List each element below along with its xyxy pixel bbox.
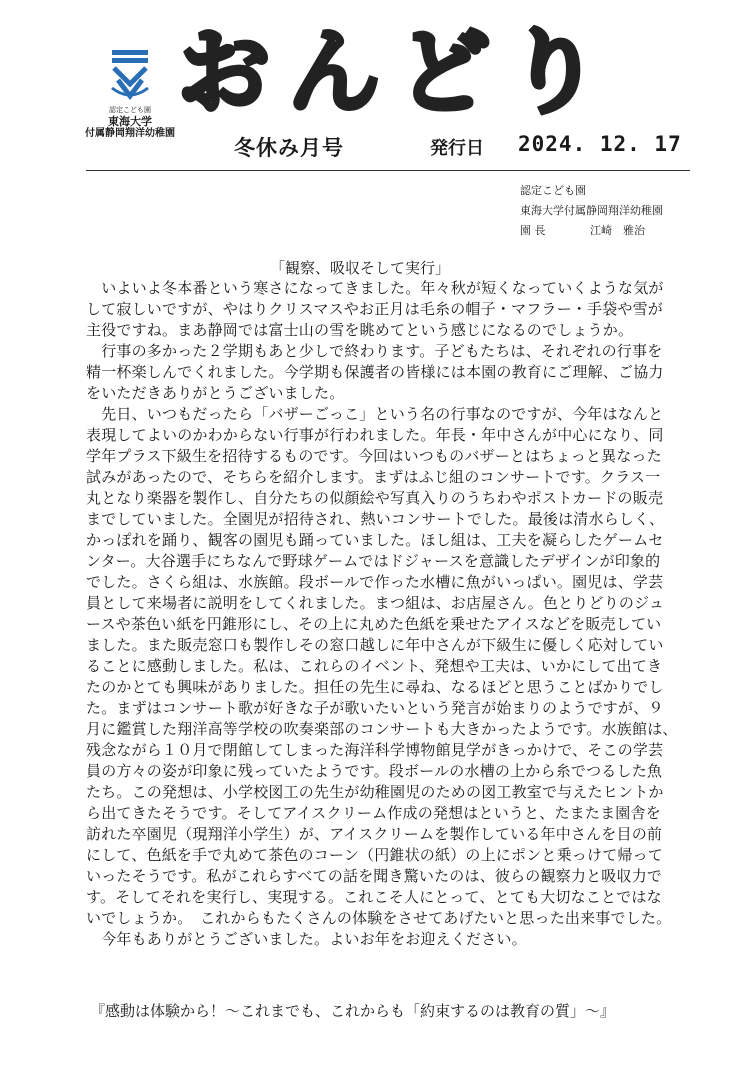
article-line: 学年プラス下級生を招待するものです。今回はいつものバザーとはちょっと異なった: [86, 447, 662, 465]
article-line: ることに感動しました。私は、これらのイベント、発想や工夫は、いかにして出てき: [86, 657, 663, 675]
issue-date: 2024. 12. 17: [518, 132, 682, 156]
article-line: ンター。大谷選手にちなんで野球ゲームではドジャースを意識したデザインが印象的: [86, 552, 661, 570]
article-line: かっぽれを踊り、観客の園児も踊っていました。ほし組は、工夫を凝らしたゲームセ: [86, 531, 664, 549]
article-line: 月に鑑賞した翔洋高等学校の吹奏楽部のコンサートも大きかったようです。水族館は、: [86, 720, 678, 738]
article-line: たのかとても興味がありました。担任の先生に尋ね、なるほどと思うことばかりでし: [86, 678, 664, 696]
article-body: [86, 278, 704, 950]
masthead-title: おんどり: [178, 19, 619, 126]
article-line: いでしょうか。 これからもたくさんの体験をさせてあげたいと思った出来事でした。: [86, 909, 672, 927]
article-line: 員として来場者に説明をしてくれました。まつ組は、お店屋さん。色とりどりのジュ: [86, 594, 665, 612]
article-line: 訪れた卒園児（現翔洋小学生）が、アイスクリームを製作している年中さんを目の前: [86, 825, 663, 843]
article-line: 今年もありがとうございました。よいお年をお迎えください。: [86, 930, 527, 948]
article-line: にして、色紙を手で丸めて茶色のコーン（円錐状の紙）の上にポンと乗っけて帰って: [86, 846, 664, 864]
article-line: 試みがあったので、そちらを紹介します。まずはふじ組のコンサートです。クラス一: [86, 468, 661, 486]
article-line: までしていました。全園児が招待され、熱いコンサートでした。最後は清水らしく、: [86, 510, 665, 528]
school-motto: 『感動は体験から！～これまでも、これからも「約束するのは教育の質」～』: [90, 1002, 616, 1020]
article-line: ら出てきたそうです。そしてアイスクリーム作成の発想はというと、たまたま園舎を: [86, 804, 661, 822]
article-line: 残念ながら１０月で閉館してしまった海洋科学博物館見学がきっかけで、そこの学芸: [86, 741, 664, 759]
school-logo-block: [80, 48, 180, 140]
issue-date-label: 発行日: [430, 138, 484, 159]
article-line: ースや茶色い紙を円錐形にし、その上に丸めた色紙を乗せたアイスなどを販売してい: [86, 615, 662, 633]
header-divider: [86, 170, 690, 171]
logo-small-text: 認定こども園: [109, 106, 151, 114]
article-line: た。まずはコンサート歌が好きな子が歌いたいという発言が始まりのようですが、９: [86, 699, 664, 717]
article-line: 主役ですね。まあ静岡では富士山の雪を眺めてという感じになるのでしょうか。: [86, 321, 634, 339]
article-line: いったそうです。私がこれらすべての話を聞き驚いたのは、彼らの観察力と吸収力で: [86, 867, 663, 885]
publisher-line-2: 東海大学付属静岡翔洋幼稚園: [520, 204, 663, 217]
logo-school-name: 付属静岡翔洋幼稚園: [85, 128, 175, 139]
article-title: 「観察、吸収そして実行」: [270, 259, 451, 277]
article-line: をいただきありがとうございました。: [86, 384, 345, 402]
principal-name: 江崎 雅治: [590, 224, 645, 237]
article-line: して寂しいですが、やはりクリスマスやお正月は毛糸の帽子・マフラー・手袋や雪が: [86, 300, 664, 318]
publisher-principal: [520, 222, 645, 238]
logo-university: 東海大学: [108, 115, 152, 128]
article-line: 行事の多かった２学期もあと少しで終わります。子どもたちは、それぞれの行事を: [86, 342, 663, 360]
article-line: 表現してよいのかわからない行事が行われました。年長・年中さんが中心になり、同: [86, 426, 664, 444]
article-line: 員の方々の姿が印象に残っていたようです。段ボールの水槽の上から糸でつるした魚: [86, 762, 663, 780]
article-line: たち。この発想は、小学校図工の先生が幼稚園児のための図工教室で与えたヒントか: [86, 783, 664, 801]
article-line: 精一杯楽しんでくれました。今学期も保護者の皆様には本園の教育にご理解、ご協力: [86, 363, 664, 381]
publisher-line-1: 認定こども園: [520, 184, 586, 197]
principal-role: 園 長: [520, 224, 546, 237]
article-line: ました。また販売窓口も製作しその窓口越しに年中さんが下級生に優しく応対してい: [86, 636, 664, 654]
article-line: 先日、いつもだったら「バザーごっこ」という名の行事なのですが、今年はなんと: [86, 405, 664, 423]
issue-name: 冬休み月号: [234, 136, 344, 160]
article-line: でした。さくら組は、水族館。段ボールで作った水槽に魚がいっぱい。園児は、学芸: [86, 573, 664, 591]
school-logo-icon: [108, 48, 152, 104]
article-line: いよいよ冬本番という寒さになってきました。年々秋が短くなっていくような気が: [86, 279, 664, 297]
article-line: す。そしてそれを実行し、実現する。これこそ人にとって、とても大切なことではな: [86, 888, 662, 906]
article-line: 丸となり楽器を製作し、自分たちの似顔絵や写真入りのうちわやポストカードの販売: [86, 489, 664, 507]
